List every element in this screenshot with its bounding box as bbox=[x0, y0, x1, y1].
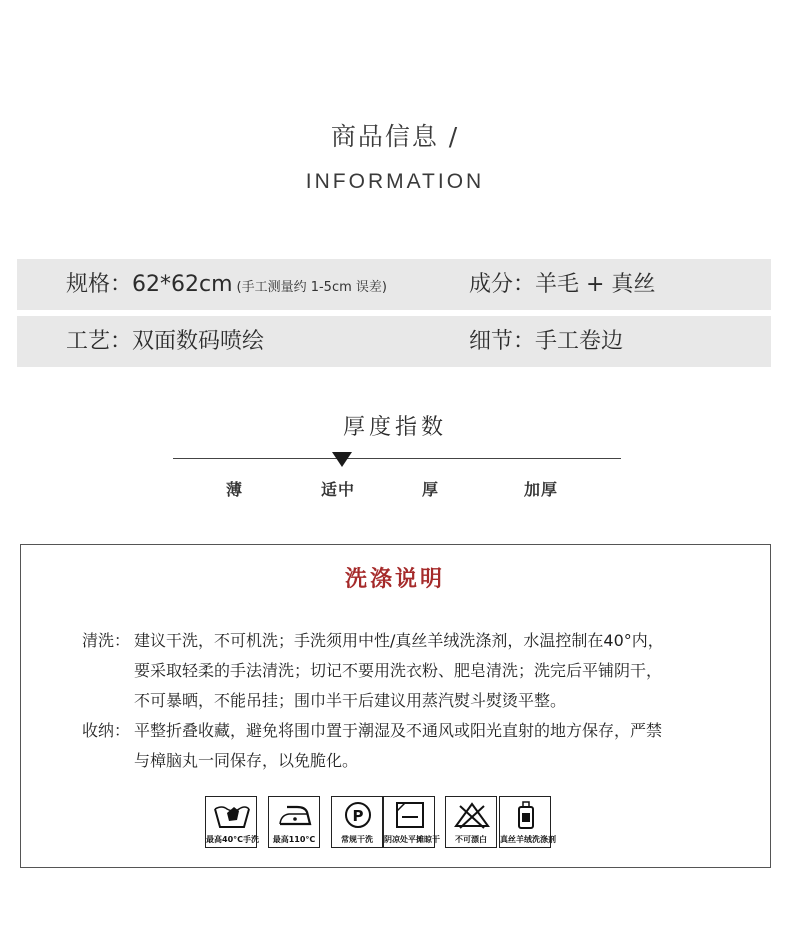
thickness-title: 厚度指数 bbox=[342, 415, 447, 440]
spec-craft: 工艺：双面数码喷绘 bbox=[66, 329, 265, 354]
flat-dry-shade-icon bbox=[383, 796, 440, 848]
thickness-level-medium: 适中 bbox=[321, 480, 356, 499]
care-title: 洗涤说明 bbox=[344, 567, 445, 592]
thickness-level-thin: 薄 bbox=[226, 480, 244, 499]
spec-row-2 bbox=[17, 316, 771, 367]
no-bleach-icon bbox=[445, 796, 497, 848]
spec-size-note: (手工测量约 1-5cm 误差) bbox=[236, 280, 387, 295]
iron-icon bbox=[268, 796, 320, 848]
thickness-level-thick: 厚 bbox=[422, 480, 440, 499]
svg-text:P: P bbox=[352, 807, 364, 825]
thickness-level-extra-thick: 加厚 bbox=[524, 480, 559, 499]
spec-row-1 bbox=[17, 259, 771, 310]
no-bleach-caption: 不可漂白 bbox=[455, 835, 487, 844]
spec-size bbox=[66, 259, 387, 310]
page-subtitle: INFORMATION bbox=[305, 170, 485, 193]
page-title: 商品信息 / bbox=[330, 122, 460, 151]
wash-line-3: 不可暴晒，不能吊挂；围巾半干后建议用蒸汽熨斗熨烫平整。 bbox=[134, 691, 567, 710]
wash-label: 清洗： bbox=[82, 631, 131, 650]
spec-composition: 成分：羊毛 + 真丝 bbox=[469, 272, 656, 297]
store-line-1: 平整折叠收藏，避免将围巾置于潮湿及不通风或阳光直射的地方保存，严禁 bbox=[134, 721, 663, 740]
hand-wash-caption: 最高40°C手洗 bbox=[206, 835, 260, 844]
thickness-marker-icon bbox=[332, 452, 352, 467]
spec-detail: 细节：手工卷边 bbox=[469, 329, 624, 354]
spec-size-label: 规格：62*62cm bbox=[66, 272, 233, 297]
detergent-icon bbox=[499, 796, 556, 848]
dry-clean-icon bbox=[331, 796, 383, 848]
thickness-scale-line bbox=[173, 458, 621, 459]
wash-line-2: 要采取轻柔的手法清洗；切记不要用洗衣粉、肥皂清洗；洗完后平铺阴干， bbox=[134, 661, 663, 680]
flat-dry-shade-caption: 阴凉处平摊晾干 bbox=[384, 835, 440, 844]
store-line-2: 与樟脑丸一同保存，以免脆化。 bbox=[134, 751, 359, 770]
store-label: 收纳： bbox=[82, 721, 131, 740]
hand-wash-icon bbox=[205, 796, 260, 848]
wash-line-1: 建议干洗，不可机洗；手洗须用中性/真丝羊绒洗涤剂，水温控制在40°内， bbox=[134, 631, 664, 650]
iron-caption: 最高110°C bbox=[272, 835, 316, 844]
detergent-caption: 真丝羊绒洗涤剂 bbox=[500, 835, 556, 844]
dry-clean-caption: 常规干洗 bbox=[341, 835, 373, 844]
